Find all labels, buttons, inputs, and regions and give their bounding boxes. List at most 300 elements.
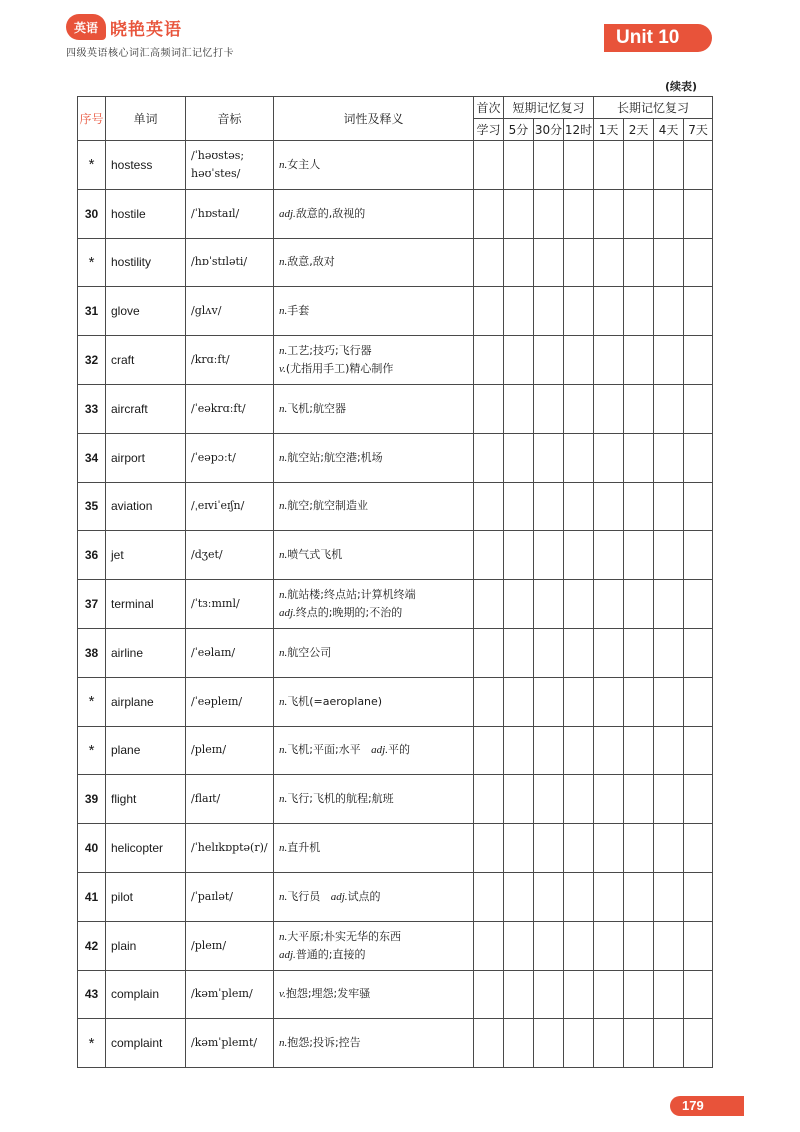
review-check-cell[interactable]: [504, 580, 534, 629]
review-check-cell[interactable]: [474, 189, 504, 238]
col-short-30min: 30分: [534, 119, 564, 141]
word: airline: [106, 628, 186, 677]
review-check-cell[interactable]: [654, 628, 684, 677]
meaning: 敌意,敌对: [287, 255, 335, 269]
review-check-cell[interactable]: [684, 141, 713, 190]
review-check-cell[interactable]: [684, 921, 713, 970]
review-check-cell[interactable]: [684, 336, 713, 385]
review-check-cell[interactable]: [594, 677, 624, 726]
definition-line: [279, 1034, 473, 1052]
phonetic-line: /ˌeɪviˈeɪʃn/: [191, 499, 245, 513]
review-check-cell[interactable]: [534, 433, 564, 482]
review-check-cell[interactable]: [654, 970, 684, 1019]
meaning: 抱怨;投诉;控告: [287, 1036, 361, 1050]
definition: [274, 433, 474, 482]
phonetic: [186, 384, 274, 433]
part-of-speech: n.: [279, 842, 288, 855]
phonetic: [186, 921, 274, 970]
phonetic: [186, 482, 274, 531]
part-of-speech: n.: [279, 256, 288, 269]
review-check-cell[interactable]: [504, 775, 534, 824]
review-check-cell[interactable]: [534, 141, 564, 190]
review-check-cell[interactable]: [534, 921, 564, 970]
review-check-cell[interactable]: [504, 970, 534, 1019]
review-check-cell[interactable]: [504, 433, 534, 482]
row-number: 35: [78, 482, 106, 531]
table-row: [78, 872, 713, 921]
review-check-cell[interactable]: [474, 1019, 504, 1068]
review-check-cell[interactable]: [594, 189, 624, 238]
review-check-cell[interactable]: [594, 238, 624, 287]
part-of-speech: adj.: [279, 948, 296, 961]
phonetic: [186, 677, 274, 726]
review-check-cell[interactable]: [474, 726, 504, 775]
part-of-speech: adj.: [279, 207, 296, 220]
word: pilot: [106, 872, 186, 921]
review-check-cell[interactable]: [564, 921, 594, 970]
review-check-cell[interactable]: [564, 677, 594, 726]
phonetic-line: /glʌv/: [191, 304, 222, 318]
col-definition-header: 词性及释义: [274, 97, 474, 141]
review-check-cell[interactable]: [594, 775, 624, 824]
review-check-cell[interactable]: [534, 824, 564, 873]
part-of-speech: n.: [279, 890, 288, 903]
part-of-speech: n.: [279, 451, 288, 464]
review-check-cell[interactable]: [654, 1019, 684, 1068]
review-check-cell[interactable]: [624, 433, 654, 482]
review-check-cell[interactable]: [654, 287, 684, 336]
review-check-cell[interactable]: [534, 336, 564, 385]
review-check-cell[interactable]: [654, 921, 684, 970]
part-of-speech: adj.: [330, 890, 348, 903]
review-check-cell[interactable]: [474, 531, 504, 580]
review-check-cell[interactable]: [684, 775, 713, 824]
phonetic: [186, 433, 274, 482]
col-num-header: 序号: [78, 97, 106, 141]
definition-line: [279, 693, 473, 711]
review-check-cell[interactable]: [684, 287, 713, 336]
col-first-header: 首次: [474, 97, 504, 119]
review-check-cell[interactable]: [534, 1019, 564, 1068]
table-row: [78, 141, 713, 190]
review-check-cell[interactable]: [534, 531, 564, 580]
review-check-cell[interactable]: [534, 482, 564, 531]
review-check-cell[interactable]: [474, 677, 504, 726]
definition-line: [279, 644, 473, 662]
phonetic-line: /ˈeəpleɪn/: [191, 694, 243, 708]
row-number: 30: [78, 189, 106, 238]
review-check-cell[interactable]: [474, 384, 504, 433]
review-check-cell[interactable]: [624, 384, 654, 433]
meaning: 飞机;航空器: [287, 401, 346, 415]
review-check-cell[interactable]: [684, 531, 713, 580]
definition: [274, 726, 474, 775]
review-check-cell[interactable]: [624, 531, 654, 580]
review-check-cell[interactable]: [474, 482, 504, 531]
review-check-cell[interactable]: [504, 628, 534, 677]
meaning: 喷气式飞机: [287, 548, 343, 562]
review-check-cell[interactable]: [564, 628, 594, 677]
review-check-cell[interactable]: [534, 677, 564, 726]
review-check-cell[interactable]: [654, 433, 684, 482]
phonetic-line: /ˈeəlaɪn/: [191, 645, 236, 659]
review-check-cell[interactable]: [684, 1019, 713, 1068]
review-check-cell[interactable]: [474, 287, 504, 336]
part-of-speech: n.: [279, 500, 288, 513]
word: aircraft: [106, 384, 186, 433]
review-check-cell[interactable]: [474, 970, 504, 1019]
review-check-cell[interactable]: [504, 336, 534, 385]
review-check-cell[interactable]: [594, 1019, 624, 1068]
phonetic-line: /kəmˈpleɪn/: [191, 987, 253, 1001]
meaning: 航空公司: [287, 645, 332, 659]
phonetic: [186, 628, 274, 677]
definition: [274, 970, 474, 1019]
row-number: 38: [78, 628, 106, 677]
row-number: 42: [78, 921, 106, 970]
word: terminal: [106, 580, 186, 629]
review-check-cell[interactable]: [684, 872, 713, 921]
review-check-cell[interactable]: [474, 238, 504, 287]
review-check-cell[interactable]: [654, 726, 684, 775]
review-check-cell[interactable]: [654, 531, 684, 580]
review-check-cell[interactable]: [534, 384, 564, 433]
table-row: [78, 970, 713, 1019]
review-check-cell[interactable]: [504, 238, 534, 287]
review-check-cell[interactable]: [564, 726, 594, 775]
meaning: 工艺;技巧;飞行器: [287, 344, 372, 358]
review-check-cell[interactable]: [564, 824, 594, 873]
row-number: *: [78, 1019, 106, 1068]
phonetic-line: /ˈhɒstaɪl/: [191, 206, 240, 220]
part-of-speech: n.: [279, 158, 288, 171]
review-check-cell[interactable]: [534, 775, 564, 824]
review-check-cell[interactable]: [534, 726, 564, 775]
phonetic: [186, 1019, 274, 1068]
word: helicopter: [106, 824, 186, 873]
definition-line: [279, 946, 473, 964]
review-check-cell[interactable]: [654, 238, 684, 287]
meaning: (尤指用手工)精心制作: [285, 362, 394, 376]
definition: [274, 1019, 474, 1068]
review-check-cell[interactable]: [564, 775, 594, 824]
review-check-cell[interactable]: [564, 287, 594, 336]
review-check-cell[interactable]: [474, 872, 504, 921]
part-of-speech: n.: [279, 305, 288, 318]
table-row: [78, 433, 713, 482]
review-check-cell[interactable]: [474, 580, 504, 629]
definition-line: [279, 839, 473, 857]
col-long-1d: 1天: [594, 119, 624, 141]
review-check-cell[interactable]: [654, 384, 684, 433]
review-check-cell[interactable]: [624, 824, 654, 873]
part-of-speech: v.: [279, 363, 286, 376]
review-check-cell[interactable]: [504, 384, 534, 433]
review-check-cell[interactable]: [534, 970, 564, 1019]
brand-logo: 英语: [66, 14, 106, 40]
meaning: 抱怨;埋怨;发牢骚: [285, 987, 371, 1001]
review-check-cell[interactable]: [474, 824, 504, 873]
review-check-cell[interactable]: [504, 189, 534, 238]
review-check-cell[interactable]: [684, 824, 713, 873]
review-check-cell[interactable]: [564, 872, 594, 921]
review-check-cell[interactable]: [474, 775, 504, 824]
review-check-cell[interactable]: [594, 433, 624, 482]
part-of-speech: n.: [279, 646, 288, 659]
review-check-cell[interactable]: [594, 384, 624, 433]
definition-line: [279, 586, 473, 604]
review-check-cell[interactable]: [474, 141, 504, 190]
review-check-cell[interactable]: [624, 775, 654, 824]
word: flight: [106, 775, 186, 824]
meaning: 飞行;飞机的航程;航班: [287, 792, 394, 806]
definition-line: [279, 156, 473, 174]
phonetic: [186, 238, 274, 287]
review-check-cell[interactable]: [504, 872, 534, 921]
review-check-cell[interactable]: [624, 921, 654, 970]
phonetic: [186, 189, 274, 238]
phonetic-line: /dʒet/: [191, 548, 223, 562]
review-check-cell[interactable]: [594, 287, 624, 336]
review-check-cell[interactable]: [654, 141, 684, 190]
review-check-cell[interactable]: [504, 141, 534, 190]
review-check-cell[interactable]: [594, 970, 624, 1019]
review-check-cell[interactable]: [624, 238, 654, 287]
phonetic: [186, 531, 274, 580]
phonetic-line: /ˈeəkrɑːft/: [191, 401, 246, 415]
review-check-cell[interactable]: [504, 824, 534, 873]
meaning: 飞行员: [287, 889, 321, 903]
meaning: 试点的: [347, 889, 381, 903]
phonetic-line: /krɑːft/: [191, 353, 230, 367]
review-check-cell[interactable]: [474, 628, 504, 677]
meaning: 手套: [287, 304, 310, 318]
review-check-cell[interactable]: [534, 872, 564, 921]
part-of-speech: n.: [279, 1037, 288, 1050]
meaning: 普通的;直接的: [295, 947, 366, 961]
phonetic-line: /hɒˈstɪləti/: [191, 255, 248, 269]
review-check-cell[interactable]: [654, 824, 684, 873]
review-check-cell[interactable]: [594, 336, 624, 385]
review-check-cell[interactable]: [504, 482, 534, 531]
col-short-term-header: 短期记忆复习: [504, 97, 594, 119]
review-check-cell[interactable]: [564, 482, 594, 531]
review-check-cell[interactable]: [504, 531, 534, 580]
definition: [274, 677, 474, 726]
definition-line: [279, 741, 473, 759]
row-number: 32: [78, 336, 106, 385]
review-check-cell[interactable]: [684, 189, 713, 238]
review-check-cell[interactable]: [624, 189, 654, 238]
vocab-table-body: [78, 141, 713, 1068]
phonetic: [186, 970, 274, 1019]
table-row: [78, 189, 713, 238]
review-check-cell[interactable]: [594, 726, 624, 775]
review-check-cell[interactable]: [504, 921, 534, 970]
meaning: 大平原;朴实无华的东西: [287, 929, 401, 943]
word: airport: [106, 433, 186, 482]
review-check-cell[interactable]: [624, 677, 654, 726]
table-row: [78, 238, 713, 287]
row-number: 33: [78, 384, 106, 433]
phonetic-line: /pleɪn/: [191, 938, 227, 952]
review-check-cell[interactable]: [654, 872, 684, 921]
row-number: 43: [78, 970, 106, 1019]
review-check-cell[interactable]: [654, 580, 684, 629]
definition-line: [279, 342, 473, 360]
review-check-cell[interactable]: [684, 238, 713, 287]
definition-line: [279, 497, 473, 515]
meaning: 航站楼;终点站;计算机终端: [287, 588, 416, 602]
review-check-cell[interactable]: [684, 433, 713, 482]
review-check-cell[interactable]: [684, 677, 713, 726]
review-check-cell[interactable]: [684, 726, 713, 775]
review-check-cell[interactable]: [624, 580, 654, 629]
phonetic: [186, 141, 274, 190]
definition: [274, 531, 474, 580]
review-check-cell[interactable]: [474, 433, 504, 482]
definition: [274, 141, 474, 190]
review-check-cell[interactable]: [624, 141, 654, 190]
phonetic: [186, 872, 274, 921]
review-check-cell[interactable]: [564, 238, 594, 287]
meaning: 飞机(=aeroplane): [287, 694, 383, 708]
definition-line: [279, 360, 473, 378]
review-check-cell[interactable]: [654, 775, 684, 824]
phonetic-line: /ˈhelɪkɒptə(r)/: [191, 841, 268, 855]
review-check-cell[interactable]: [624, 970, 654, 1019]
brand-name: 晓艳英语: [110, 19, 182, 40]
definition: [274, 384, 474, 433]
col-word-header: 单词: [106, 97, 186, 141]
review-check-cell[interactable]: [564, 189, 594, 238]
review-check-cell[interactable]: [534, 238, 564, 287]
review-check-cell[interactable]: [534, 580, 564, 629]
review-check-cell[interactable]: [474, 336, 504, 385]
word: aviation: [106, 482, 186, 531]
meaning: 敌意的,敌视的: [295, 206, 366, 220]
review-check-cell[interactable]: [594, 628, 624, 677]
review-check-cell[interactable]: [624, 287, 654, 336]
row-number: 41: [78, 872, 106, 921]
review-check-cell[interactable]: [594, 872, 624, 921]
review-check-cell[interactable]: [684, 580, 713, 629]
review-check-cell[interactable]: [684, 384, 713, 433]
phonetic: [186, 287, 274, 336]
definition: [274, 482, 474, 531]
review-check-cell[interactable]: [624, 726, 654, 775]
book-tagline: 四级英语核心词汇高频词汇记忆打卡: [66, 48, 234, 59]
table-row: [78, 580, 713, 629]
definition: [274, 238, 474, 287]
word: complaint: [106, 1019, 186, 1068]
review-check-cell[interactable]: [534, 287, 564, 336]
row-number: *: [78, 238, 106, 287]
review-check-cell[interactable]: [564, 141, 594, 190]
word: hostess: [106, 141, 186, 190]
review-check-cell[interactable]: [624, 628, 654, 677]
row-number: 37: [78, 580, 106, 629]
review-check-cell[interactable]: [504, 677, 534, 726]
part-of-speech: n.: [279, 793, 288, 806]
review-check-cell[interactable]: [624, 336, 654, 385]
review-check-cell[interactable]: [564, 336, 594, 385]
definition: [274, 824, 474, 873]
review-check-cell[interactable]: [564, 1019, 594, 1068]
table-row: [78, 336, 713, 385]
review-check-cell[interactable]: [654, 677, 684, 726]
table-row: [78, 482, 713, 531]
meaning: 终点的;晚期的;不治的: [295, 606, 403, 620]
definition: [274, 872, 474, 921]
definition-line: [279, 888, 473, 906]
phonetic: [186, 726, 274, 775]
part-of-speech: adj.: [371, 744, 388, 757]
col-long-7d: 7天: [684, 119, 713, 141]
review-check-cell[interactable]: [594, 141, 624, 190]
word: complain: [106, 970, 186, 1019]
review-check-cell[interactable]: [654, 482, 684, 531]
review-check-cell[interactable]: [624, 482, 654, 531]
review-check-cell[interactable]: [504, 1019, 534, 1068]
row-number: *: [78, 677, 106, 726]
vocab-table: [77, 96, 713, 1068]
review-check-cell[interactable]: [654, 336, 684, 385]
part-of-speech: n.: [279, 549, 288, 562]
definition: [274, 287, 474, 336]
review-check-cell[interactable]: [594, 531, 624, 580]
phonetic: [186, 824, 274, 873]
review-check-cell[interactable]: [504, 287, 534, 336]
definition-line: [279, 604, 473, 622]
review-check-cell[interactable]: [564, 580, 594, 629]
part-of-speech: n.: [279, 930, 288, 943]
row-number: 31: [78, 287, 106, 336]
table-row: [78, 287, 713, 336]
col-short-5min: 5分: [504, 119, 534, 141]
page-number: 179: [670, 1096, 744, 1116]
phonetic-line: /ˈtɜːmɪnl/: [191, 597, 240, 611]
definition: [274, 921, 474, 970]
review-check-cell[interactable]: [654, 189, 684, 238]
review-check-cell[interactable]: [564, 384, 594, 433]
review-check-cell[interactable]: [534, 628, 564, 677]
row-number: 40: [78, 824, 106, 873]
review-check-cell[interactable]: [684, 482, 713, 531]
review-check-cell[interactable]: [684, 970, 713, 1019]
review-check-cell[interactable]: [474, 921, 504, 970]
review-check-cell[interactable]: [624, 1019, 654, 1068]
review-check-cell[interactable]: [564, 433, 594, 482]
col-short-12h: 12时: [564, 119, 594, 141]
review-check-cell[interactable]: [594, 580, 624, 629]
meaning: 女主人: [287, 157, 321, 171]
review-check-cell[interactable]: [504, 726, 534, 775]
review-check-cell[interactable]: [624, 872, 654, 921]
word: jet: [106, 531, 186, 580]
review-check-cell[interactable]: [594, 921, 624, 970]
review-check-cell[interactable]: [564, 531, 594, 580]
col-long-term-header: 长期记忆复习: [594, 97, 713, 119]
review-check-cell[interactable]: [534, 189, 564, 238]
definition-line: [279, 205, 473, 223]
review-check-cell[interactable]: [594, 482, 624, 531]
part-of-speech: n.: [279, 695, 288, 708]
review-check-cell[interactable]: [594, 824, 624, 873]
review-check-cell[interactable]: [684, 628, 713, 677]
definition-line: [279, 790, 473, 808]
review-check-cell[interactable]: [564, 970, 594, 1019]
